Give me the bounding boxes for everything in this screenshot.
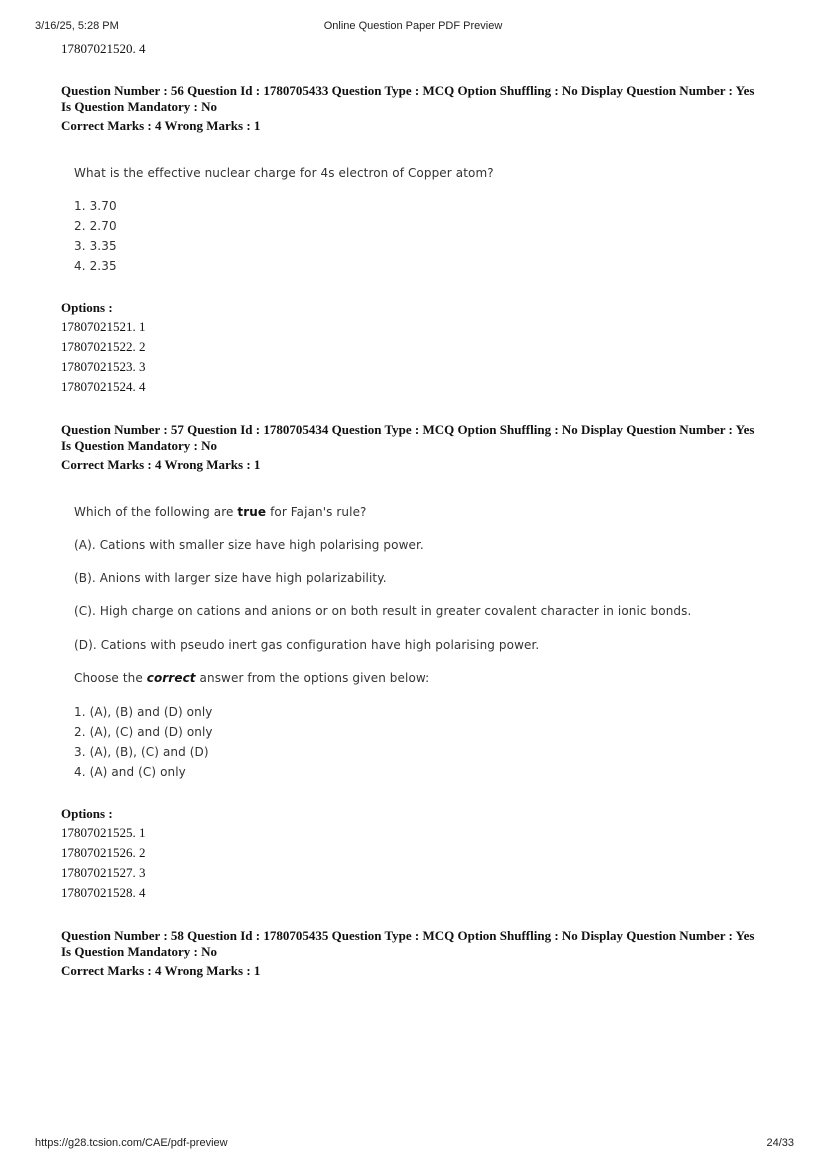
- question-56-meta-line2: Is Question Mandatory : No: [61, 99, 218, 114]
- question-57-text: Which of the following are true for Fajan's rule?: [74, 505, 367, 519]
- question-56-option-1: 17807021521. 1: [61, 319, 146, 334]
- question-57-marks: Correct Marks : 4 Wrong Marks : 1: [61, 457, 261, 472]
- question-56-marks: Correct Marks : 4 Wrong Marks : 1: [61, 118, 261, 133]
- question-57-meta: [61, 422, 781, 473]
- question-58-marks: Correct Marks : 4 Wrong Marks : 1: [61, 963, 261, 978]
- question-57-option-4: 17807021528. 4: [61, 885, 146, 900]
- question-57-choice-4: 4. (A) and (C) only: [74, 765, 186, 779]
- question-57-statement-a: (A). Cations with smaller size have high polarising power.: [74, 538, 424, 552]
- question-57-meta-line1: Question Number : 57 Question Id : 1780705434 Question Type : MCQ Option Shuffling : No Display Question Number : Yes: [61, 422, 755, 437]
- question-57-keyword-correct: correct: [146, 671, 196, 685]
- question-57-instruction: Choose the correct answer from the options given below:: [74, 671, 430, 685]
- question-56-choice-1: 1. 3.70: [74, 199, 117, 213]
- question-56-choice-4: 4. 2.35: [74, 259, 117, 273]
- question-57-option-1: 17807021525. 1: [61, 825, 146, 840]
- question-58-meta-line2: Is Question Mandatory : No: [61, 944, 218, 959]
- option-id-carryover: 17807021520. 4: [61, 41, 146, 56]
- question-57-meta-line2: Is Question Mandatory : No: [61, 438, 218, 453]
- question-56-meta: [61, 83, 781, 134]
- question-56-choice-2: 2. 2.70: [74, 219, 117, 233]
- page-url: https://g28.tcsion.com/CAE/pdf-preview: [35, 1137, 228, 1149]
- question-57-options-label: Options :: [61, 806, 113, 821]
- question-57-statement-c: (C). High charge on cations and anions or on both result in greater covalent character in ionic bonds.: [74, 604, 692, 618]
- question-57-option-2: 17807021526. 2: [61, 845, 146, 860]
- question-56-option-2: 17807021522. 2: [61, 339, 146, 354]
- question-57-choice-2: 2. (A), (C) and (D) only: [74, 725, 213, 739]
- question-57-keyword-true: true: [237, 505, 267, 519]
- print-datetime: 3/16/25, 5:28 PM: [35, 20, 119, 32]
- page-title: Online Question Paper PDF Preview: [323, 20, 503, 32]
- question-56-options-label: Options :: [61, 300, 113, 315]
- question-56-option-3: 17807021523. 3: [61, 359, 146, 374]
- question-58-meta: [61, 928, 781, 979]
- question-56-option-4: 17807021524. 4: [61, 379, 146, 394]
- question-57-statement-d: (D). Cations with pseudo inert gas configuration have high polarising power.: [74, 638, 540, 652]
- question-56-meta-line1: Question Number : 56 Question Id : 1780705433 Question Type : MCQ Option Shuffling : No Display Question Number : Yes: [61, 83, 755, 98]
- question-56-choice-3: 3. 3.35: [74, 239, 117, 253]
- question-58-meta-line1: Question Number : 58 Question Id : 1780705435 Question Type : MCQ Option Shuffling : No Display Question Number : Yes: [61, 928, 755, 943]
- page-number: 24/33: [766, 1137, 794, 1149]
- question-57-option-3: 17807021527. 3: [61, 865, 146, 880]
- question-56-text: What is the effective nuclear charge for 4s electron of Copper atom?: [74, 166, 494, 180]
- question-57-choice-3: 3. (A), (B), (C) and (D): [74, 745, 209, 759]
- question-57-choice-1: 1. (A), (B) and (D) only: [74, 705, 213, 719]
- question-57-statement-b: (B). Anions with larger size have high polarizability.: [74, 571, 387, 585]
